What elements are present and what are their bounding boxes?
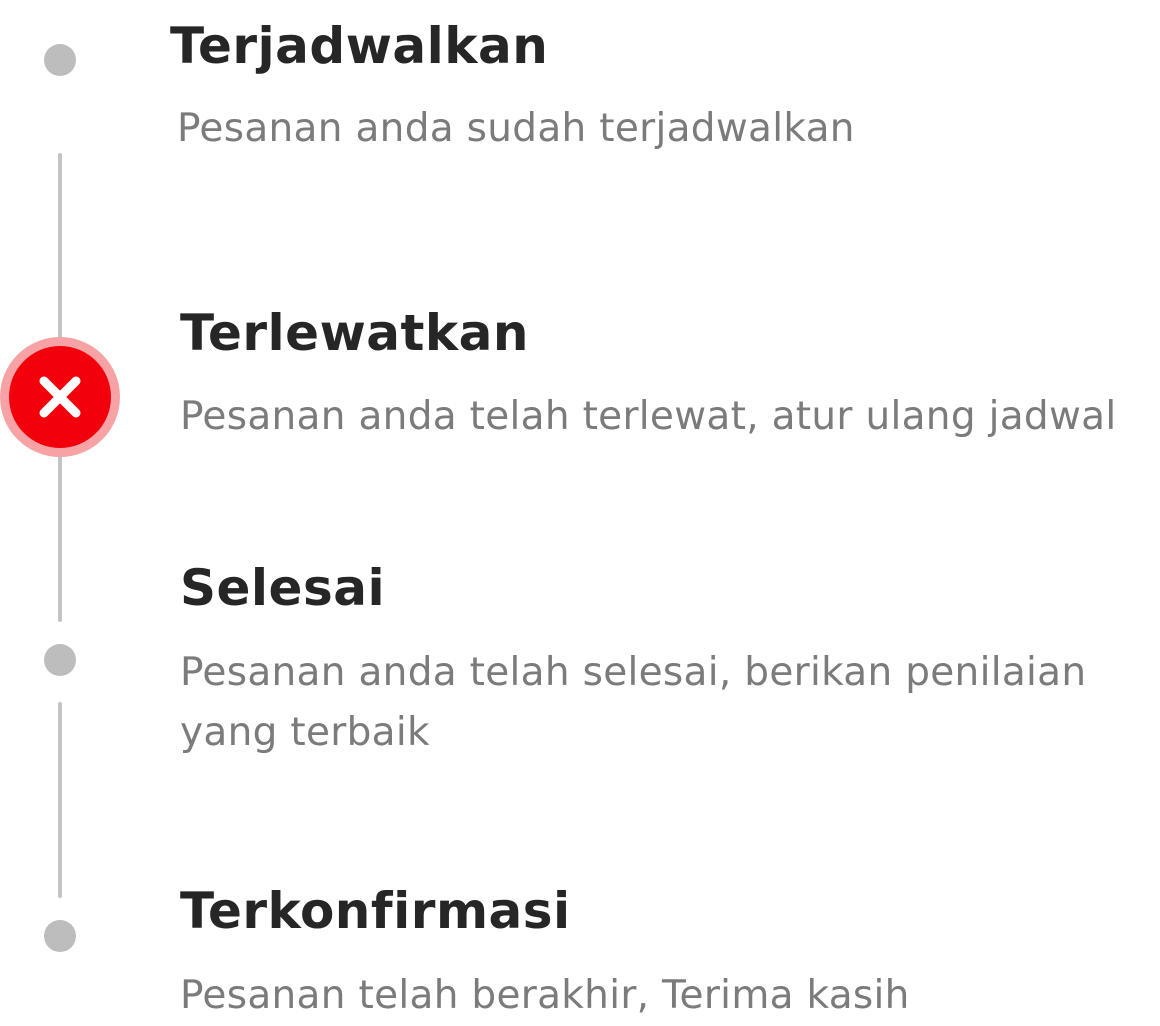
step-description: Pesanan anda sudah terjadwalkan <box>177 106 855 151</box>
step-description: Pesanan anda telah selesai, berikan penilaian yang terbaik <box>180 650 1087 755</box>
timeline-connector <box>58 450 62 622</box>
timeline-connector <box>58 702 62 898</box>
step-dot <box>44 44 76 76</box>
timeline-connector <box>58 153 62 353</box>
step-dot <box>44 644 76 676</box>
step-description: Pesanan telah berakhir, Terima kasih <box>180 973 910 1018</box>
step-title: Terjadwalkan <box>170 17 549 75</box>
close-icon <box>31 368 89 426</box>
step-title: Terlewatkan <box>180 304 530 362</box>
step-description: Pesanan anda telah terlewat, atur ulang jadwal <box>180 394 1117 439</box>
missed-status-marker <box>0 337 120 457</box>
step-dot <box>44 920 76 952</box>
step-title: Selesai <box>180 559 386 617</box>
step-title: Terkonfirmasi <box>180 882 571 940</box>
